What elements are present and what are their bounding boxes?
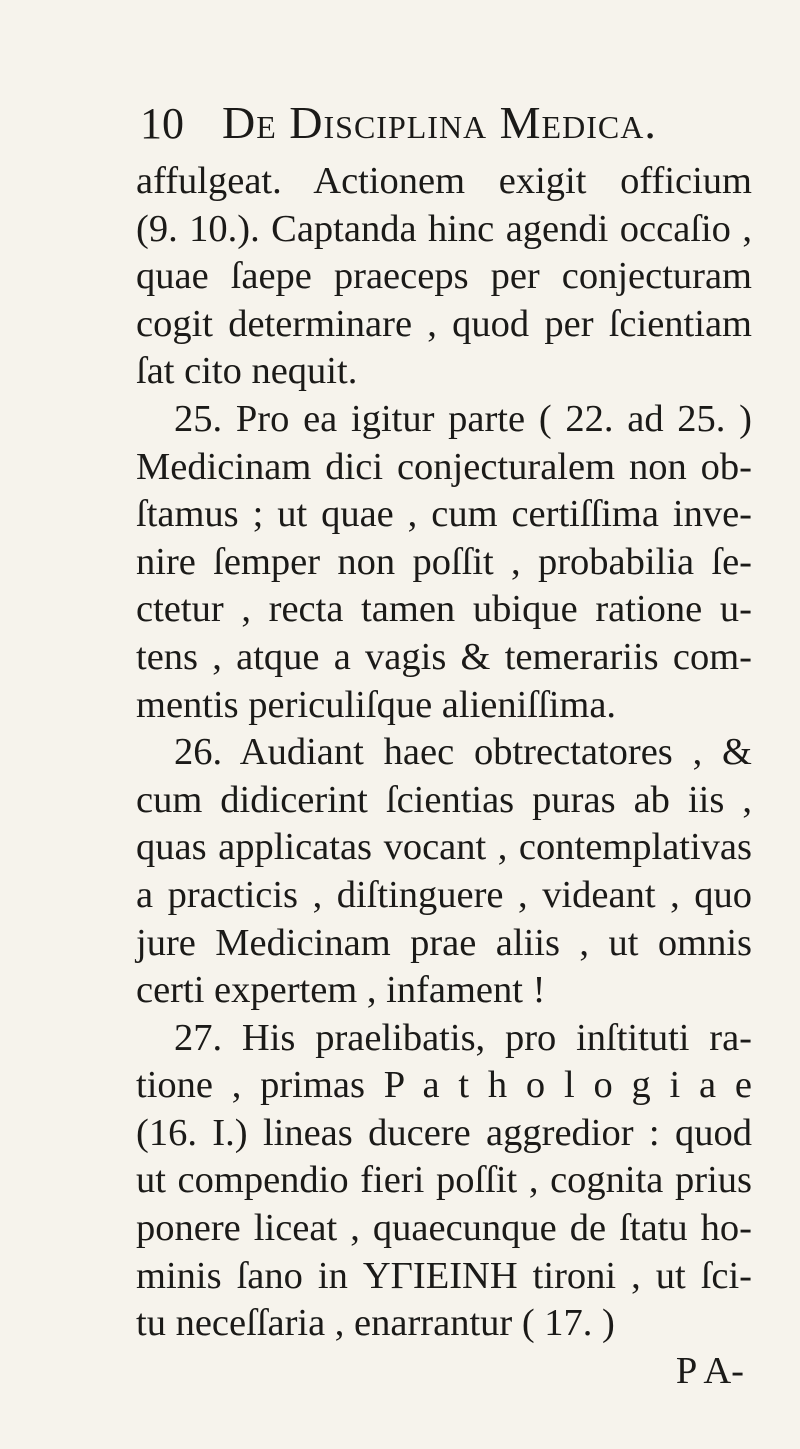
text-line: affulgeat. Actionem exigit officium [136, 160, 752, 202]
running-title: De Disciplina Medica. [222, 97, 657, 148]
text-line: cum didicerint ſcientias puras ab iis , [136, 778, 752, 821]
text-line: quas applicatas vocant , contemplativas [136, 826, 752, 869]
text-line: minis ſano in ΥΓΙΕΙΝΗ tironi , ut ſci- [136, 1254, 752, 1297]
page-number: 10 [140, 99, 184, 148]
catchword: P A- [675, 1349, 744, 1392]
text-line: ctetur , recta tamen ubique ratione u- [136, 588, 752, 631]
text-line: a practicis , diſtinguere , videant , quo [136, 873, 752, 916]
text-line: tione , primas P a t h o l o g i a e [136, 1064, 752, 1107]
text-line: (16. I.) lineas ducere aggredior : quod [136, 1111, 752, 1154]
text-line: mentis periculiſque alieniſſima. [136, 683, 617, 726]
paragraph-27-start: 27. His praelibatis, pro inſtituti ra- [174, 1016, 752, 1059]
text-line: ſtamus ; ut quae , cum certiſſima inve- [136, 493, 752, 536]
text-body [136, 158, 752, 1395]
text-line: tens , atque a vagis & temerariis com- [136, 635, 752, 678]
text-line: ponere liceat , quaecunque de ſtatu ho- [136, 1207, 752, 1250]
text-line: quae ſaepe praeceps per conjecturam [136, 255, 752, 298]
text-line: ſat cito nequit. [136, 350, 358, 393]
text-line: nire ſemper non poſſit , probabilia ſe- [136, 540, 752, 583]
paragraph-25-start: 25. Pro ea igitur parte ( 22. ad 25. ) [174, 397, 752, 440]
paragraph-26-start: 26. Audiant haec obtrectatores , & [174, 731, 752, 774]
text-line: cogit determinare , quod per ſcientiam [136, 302, 752, 345]
text-line: Medicinam dici conjecturalem non ob- [136, 445, 752, 488]
text-line: (9. 10.). Captanda hinc agendi occaſio , [136, 207, 752, 250]
text-line: certi expertem , infament ! [136, 969, 546, 1012]
text-line: tu neceſſaria , enarrantur ( 17. ) [136, 1302, 615, 1345]
text-line: jure Medicinam prae aliis , ut omnis [136, 921, 752, 964]
running-header [140, 96, 657, 146]
text-line: ut compendio fieri poſſit , cognita prius [136, 1159, 752, 1202]
